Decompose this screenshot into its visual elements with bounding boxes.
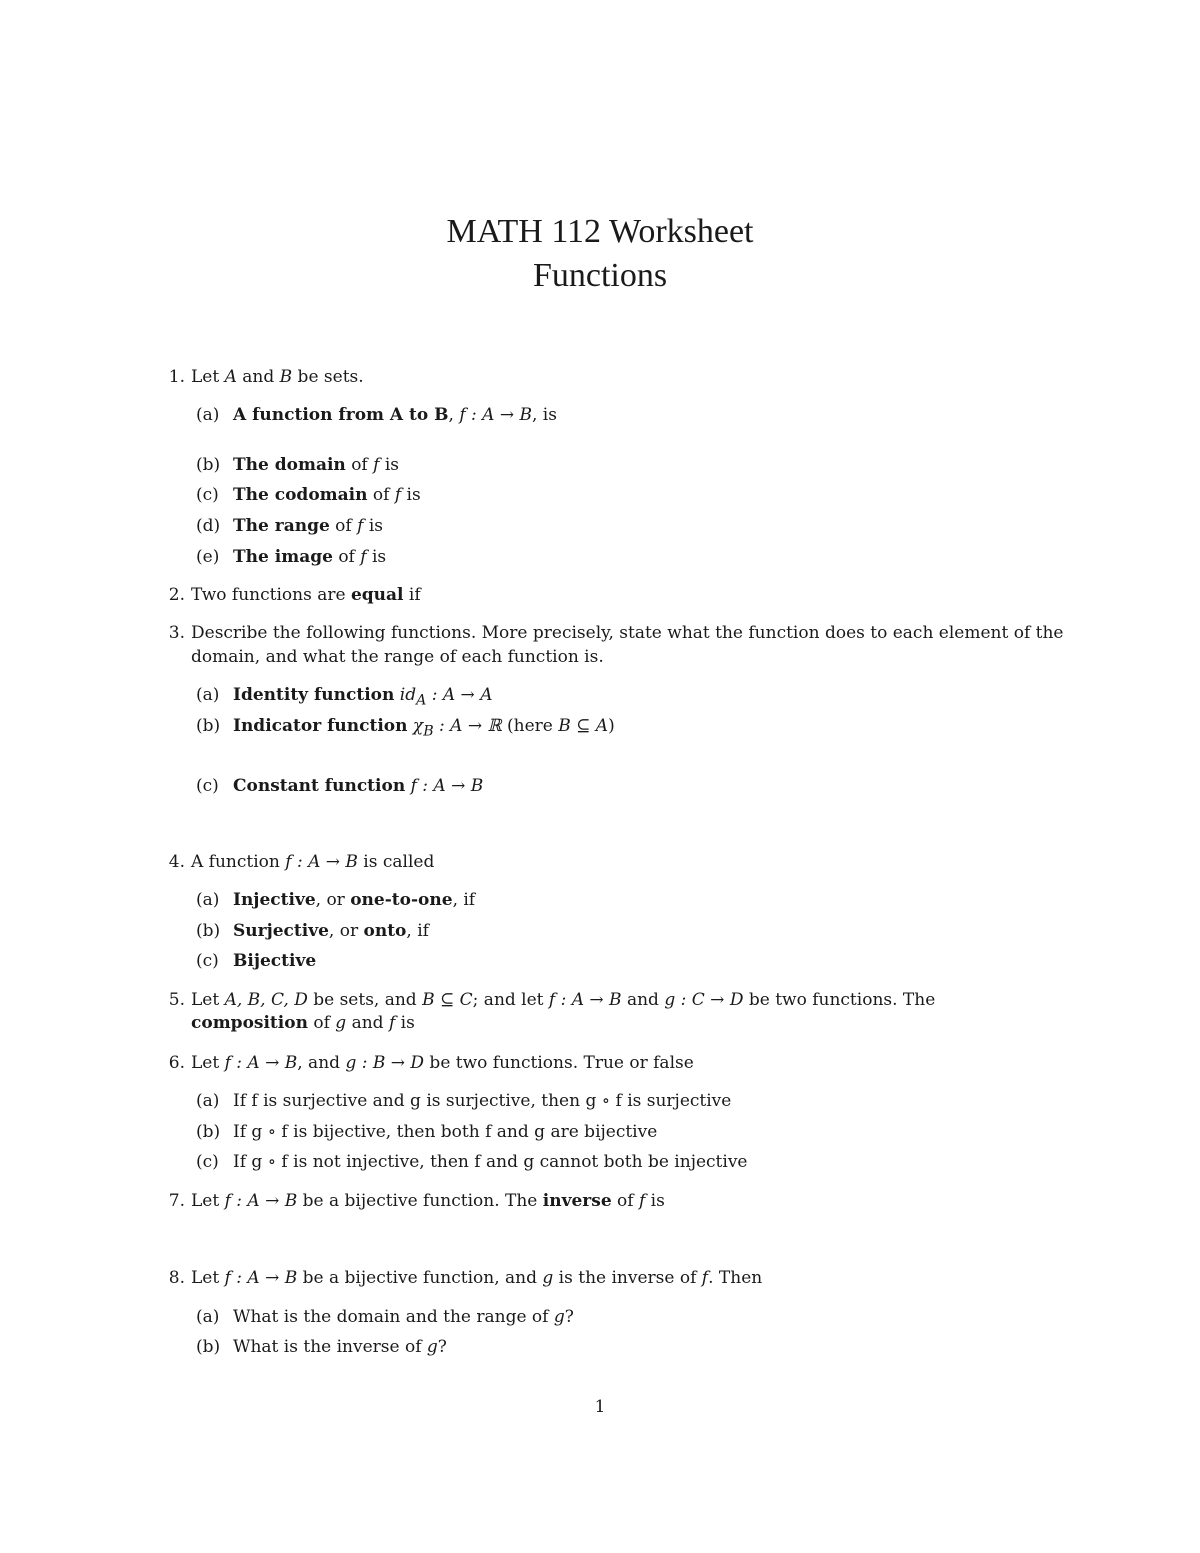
- part-label: (b): [196, 455, 221, 475]
- part-label: (e): [196, 547, 220, 567]
- part-label: (d): [196, 516, 221, 536]
- question-number: 1.: [168, 367, 185, 387]
- question-text: A function f : A → B is called: [191, 852, 435, 872]
- page-number: 1: [594, 1397, 606, 1417]
- part-label: (a): [196, 405, 220, 425]
- part-label: (b): [196, 1122, 221, 1142]
- part-label: (b): [196, 1337, 221, 1357]
- part-text: Bijective: [233, 951, 317, 971]
- part-text: What is the domain and the range of g?: [233, 1307, 574, 1327]
- question-number: 6.: [168, 1053, 185, 1073]
- part-text: A function from A to B, f : A → B, is: [233, 405, 557, 425]
- worksheet-title: MATH 112 Worksheet: [446, 213, 754, 250]
- part-label: (a): [196, 1091, 220, 1111]
- part-text: If f is surjective and g is surjective, then g ∘ f is surjective: [233, 1091, 732, 1111]
- part-text: If g ∘ f is not injective, then f and g cannot both be injective: [233, 1152, 748, 1172]
- question-text: Let f : A → B be a bijective function, and g is the inverse of f. Then: [191, 1268, 763, 1288]
- part-text: Indicator function $\chi_B$ : A → ℝ (here B ⊆ A): [233, 716, 615, 740]
- part-text: The range of f is: [233, 516, 383, 536]
- question-text-line-1: Describe the following functions. More precisely, state what the function does to each element of the: [191, 623, 1064, 643]
- question-number: 4.: [168, 852, 185, 872]
- part-label: (a): [196, 685, 220, 705]
- part-label: (a): [196, 1307, 220, 1327]
- part-text: If g ∘ f is bijective, then both f and g are bijective: [233, 1122, 658, 1142]
- part-text: Surjective, or onto, if: [233, 921, 429, 941]
- part-text: The codomain of f is: [233, 485, 421, 505]
- question-number: 8.: [168, 1268, 185, 1288]
- question-text-line-1: Let A, B, C, D be sets, and B ⊆ C; and let f : A → B and g : C → D be two functions. The: [191, 990, 936, 1010]
- part-label: (c): [196, 776, 219, 796]
- part-label: (c): [196, 1152, 219, 1172]
- question-text: Let f : A → B, and g : B → D be two functions. True or false: [191, 1053, 694, 1073]
- question-text: Two functions are equal if: [191, 585, 421, 605]
- question-number: 2.: [168, 585, 185, 605]
- part-label: (c): [196, 485, 219, 505]
- question-text: Let A and B be sets.: [191, 367, 364, 387]
- part-label: (b): [196, 921, 221, 941]
- part-label: (b): [196, 716, 221, 736]
- part-text: What is the inverse of g?: [233, 1337, 447, 1357]
- question-number: 5.: [168, 990, 185, 1010]
- question-number: 7.: [168, 1191, 185, 1211]
- question-text: Let f : A → B be a bijective function. The inverse of f is: [191, 1191, 665, 1211]
- part-label: (c): [196, 951, 219, 971]
- worksheet-subtitle: Functions: [532, 257, 668, 294]
- question-text-line-2: domain, and what the range of each function is.: [191, 647, 604, 667]
- part-text: The domain of f is: [233, 455, 400, 475]
- question-text-line-2: composition of g and f is: [191, 1013, 415, 1033]
- part-text: Identity function $id_A$ : A → A: [233, 685, 493, 709]
- part-text: Injective, or one-to-one, if: [233, 890, 476, 910]
- part-text: Constant function f : A → B: [233, 776, 484, 796]
- part-text: The image of f is: [233, 547, 387, 567]
- question-number: 3.: [168, 623, 185, 643]
- part-label: (a): [196, 890, 220, 910]
